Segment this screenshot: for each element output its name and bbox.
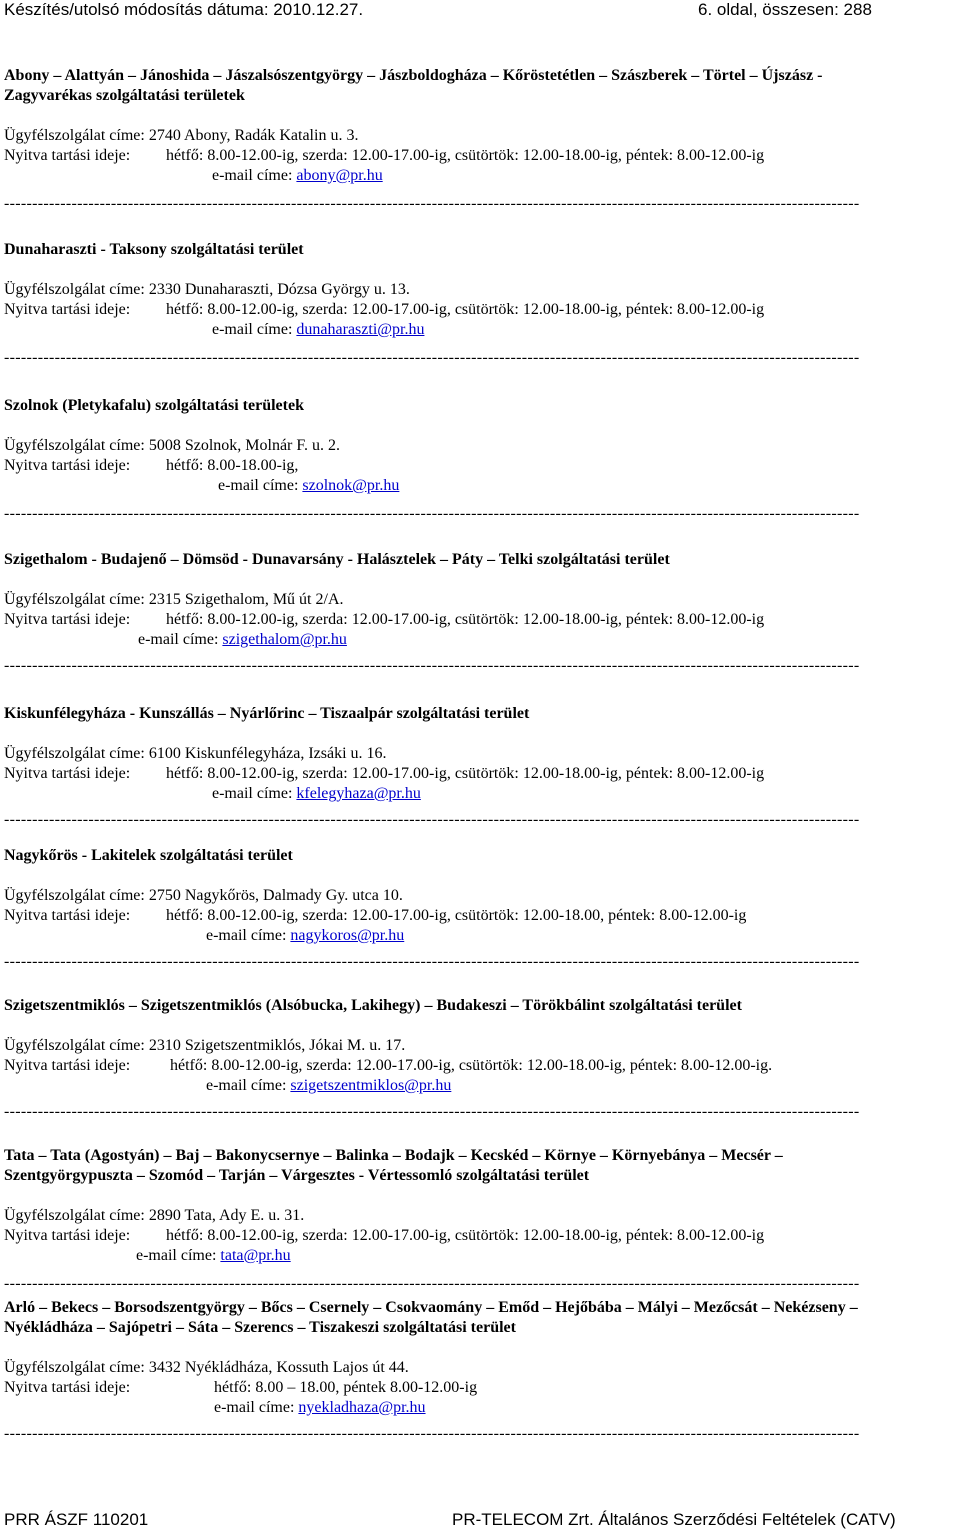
divider: -------------------------------------------------------------------------------------------------------------------------------------------------------- bbox=[4, 505, 860, 522]
email-label: e-mail címe: bbox=[214, 1399, 295, 1416]
opening-hours bbox=[4, 764, 958, 784]
section-title: Arló – Bekecs – Borsodszentgyörgy – Bőcs – Csernely – Csokvaomány – Emőd – Hejőbába – Mályi – Mezőcsát – Nekézseny – bbox=[4, 1299, 858, 1316]
divider: -------------------------------------------------------------------------------------------------------------------------------------------------------- bbox=[4, 811, 860, 828]
section-szolnok bbox=[4, 396, 958, 496]
email-row bbox=[4, 630, 958, 650]
section-title: Tata – Tata (Agostyán) – Baj – Bakonycsernye – Balinka – Bodajk – Kecskéd – Környe – Környebánya – Mecsér – bbox=[4, 1147, 783, 1164]
footer-document-title: PR-TELECOM Zrt. Általános Szerződési Feltételek (CATV) bbox=[452, 1510, 896, 1529]
hours-label: Nyitva tartási ideje: bbox=[4, 611, 131, 628]
email-row bbox=[4, 1246, 958, 1266]
email-row bbox=[4, 926, 958, 946]
email-label: e-mail címe: bbox=[206, 927, 287, 944]
divider: -------------------------------------------------------------------------------------------------------------------------------------------------------- bbox=[4, 195, 860, 212]
section-kiskunfelegyhaza bbox=[4, 704, 958, 804]
email-label: e-mail címe: bbox=[136, 1247, 217, 1264]
section-title: Abony – Alattyán – Jánoshida – Jászalsószentgyörgy – Jászboldogháza – Kőröstetétlen – Szászberek – Törtel – Újszász - bbox=[4, 67, 823, 84]
hours-label: Nyitva tartási ideje: bbox=[4, 457, 131, 474]
divider: -------------------------------------------------------------------------------------------------------------------------------------------------------- bbox=[4, 1103, 860, 1120]
service-address: Ügyfélszolgálat címe: 3432 Nyékládháza, Kossuth Lajos út 44. bbox=[4, 1359, 409, 1376]
hours-value: hétfő: 8.00-12.00-ig, szerda: 12.00-17.00-ig, csütörtök: 12.00-18.00-ig, péntek: 8.00-12.00-ig. bbox=[170, 1057, 773, 1074]
section-title-cont: Nyékládháza – Sajópetri – Sáta – Szerencs – Tiszakeszi szolgáltatási terület bbox=[4, 1319, 516, 1336]
email-row bbox=[4, 476, 958, 496]
email-link[interactable]: abony@pr.hu bbox=[296, 167, 383, 184]
section-title-cont: Szentgyörgypuszta – Szomód – Tarján – Várgesztes - Vértessomló szolgáltatási terület bbox=[4, 1167, 590, 1184]
hours-label: Nyitva tartási ideje: bbox=[4, 907, 131, 924]
hours-value: hétfő: 8.00-12.00-ig, szerda: 12.00-17.00-ig, csütörtök: 12.00-18.00-ig, péntek: 8.00-12.00-ig bbox=[166, 147, 765, 164]
section-nagykoros bbox=[4, 846, 958, 946]
email-link[interactable]: nagykoros@pr.hu bbox=[290, 927, 405, 944]
service-address: Ügyfélszolgálat címe: 2750 Nagykőrös, Dalmady Gy. utca 10. bbox=[4, 887, 403, 904]
opening-hours bbox=[4, 146, 958, 166]
footer-document-code: PRR ÁSZF 110201 bbox=[4, 1510, 149, 1529]
opening-hours bbox=[4, 1226, 958, 1246]
email-label: e-mail címe: bbox=[138, 631, 219, 648]
header-page-number: 6. oldal, összesen: 288 bbox=[698, 0, 872, 19]
hours-value: hétfő: 8.00-12.00-ig, szerda: 12.00-17.00-ig, csütörtök: 12.00-18.00-ig, péntek: 8.00-12.00-ig bbox=[166, 1227, 765, 1244]
divider: -------------------------------------------------------------------------------------------------------------------------------------------------------- bbox=[4, 1425, 860, 1442]
email-link[interactable]: tata@pr.hu bbox=[220, 1247, 291, 1264]
section-title: Nagykőrös - Lakitelek szolgáltatási terület bbox=[4, 847, 293, 864]
opening-hours bbox=[4, 300, 958, 320]
opening-hours bbox=[4, 906, 958, 926]
service-address: Ügyfélszolgálat címe: 2890 Tata, Ady E. u. 31. bbox=[4, 1207, 305, 1224]
section-title: Dunaharaszti - Taksony szolgáltatási terület bbox=[4, 241, 304, 258]
hours-value: hétfő: 8.00-18.00-ig, bbox=[166, 457, 299, 474]
opening-hours bbox=[4, 610, 958, 630]
email-label: e-mail címe: bbox=[206, 1077, 287, 1094]
section-nyekladhaza bbox=[4, 1298, 958, 1418]
hours-label: Nyitva tartási ideje: bbox=[4, 765, 131, 782]
hours-label: Nyitva tartási ideje: bbox=[4, 301, 131, 318]
section-szigethalom bbox=[4, 550, 958, 650]
email-link[interactable]: szigetszentmiklos@pr.hu bbox=[290, 1077, 452, 1094]
section-tata bbox=[4, 1146, 958, 1266]
service-address: Ügyfélszolgálat címe: 2315 Szigethalom, Mű út 2/A. bbox=[4, 591, 344, 608]
section-title: Kiskunfélegyháza - Kunszállás – Nyárlőrinc – Tiszaalpár szolgáltatási terület bbox=[4, 705, 530, 722]
email-label: e-mail címe: bbox=[212, 167, 293, 184]
section-dunaharaszti bbox=[4, 240, 958, 340]
hours-value: hétfő: 8.00-12.00-ig, szerda: 12.00-17.00-ig, csütörtök: 12.00-18.00, péntek: 8.00-12.00-ig bbox=[166, 907, 747, 924]
email-label: e-mail címe: bbox=[212, 785, 293, 802]
email-link[interactable]: dunaharaszti@pr.hu bbox=[296, 321, 425, 338]
email-label: e-mail címe: bbox=[212, 321, 293, 338]
divider: -------------------------------------------------------------------------------------------------------------------------------------------------------- bbox=[4, 1275, 860, 1292]
email-row bbox=[4, 166, 958, 186]
hours-label: Nyitva tartási ideje: bbox=[4, 147, 131, 164]
divider: -------------------------------------------------------------------------------------------------------------------------------------------------------- bbox=[4, 657, 860, 674]
hours-label: Nyitva tartási ideje: bbox=[4, 1227, 131, 1244]
service-address: Ügyfélszolgálat címe: 2310 Szigetszentmiklós, Jókai M. u. 17. bbox=[4, 1037, 406, 1054]
email-label: e-mail címe: bbox=[218, 477, 299, 494]
service-address: Ügyfélszolgálat címe: 6100 Kiskunfélegyháza, Izsáki u. 16. bbox=[4, 745, 387, 762]
section-title: Szolnok (Pletykafalu) szolgáltatási területek bbox=[4, 397, 304, 414]
email-link[interactable]: szolnok@pr.hu bbox=[302, 477, 400, 494]
email-link[interactable]: szigethalom@pr.hu bbox=[222, 631, 347, 648]
divider: -------------------------------------------------------------------------------------------------------------------------------------------------------- bbox=[4, 953, 860, 970]
email-link[interactable]: kfelegyhaza@pr.hu bbox=[296, 785, 421, 802]
service-address: Ügyfélszolgálat címe: 2740 Abony, Radák Katalin u. 3. bbox=[4, 127, 359, 144]
service-address: Ügyfélszolgálat címe: 5008 Szolnok, Molnár F. u. 2. bbox=[4, 437, 340, 454]
hours-value: hétfő: 8.00-12.00-ig, szerda: 12.00-17.00-ig, csütörtök: 12.00-18.00-ig, péntek: 8.00-12.00-ig bbox=[166, 301, 765, 318]
header-date: Készítés/utolsó módosítás dátuma: 2010.12.27. bbox=[4, 0, 364, 19]
hours-label: Nyitva tartási ideje: bbox=[4, 1057, 131, 1074]
opening-hours bbox=[4, 1378, 958, 1398]
opening-hours bbox=[4, 456, 958, 476]
hours-label: Nyitva tartási ideje: bbox=[4, 1379, 131, 1396]
hours-value: hétfő: 8.00-12.00-ig, szerda: 12.00-17.00-ig, csütörtök: 12.00-18.00-ig, péntek: 8.00-12.00-ig bbox=[166, 611, 765, 628]
divider: -------------------------------------------------------------------------------------------------------------------------------------------------------- bbox=[4, 349, 860, 366]
section-title: Szigetszentmiklós – Szigetszentmiklós (Alsóbucka, Lakihegy) – Budakeszi – Törökbálint szolgáltatási terület bbox=[4, 997, 742, 1014]
page-header bbox=[4, 0, 960, 22]
hours-value: hétfő: 8.00-12.00-ig, szerda: 12.00-17.00-ig, csütörtök: 12.00-18.00-ig, péntek: 8.00-12.00-ig bbox=[166, 765, 765, 782]
section-title-cont: Zagyvarékas szolgáltatási területek bbox=[4, 87, 245, 104]
email-row bbox=[4, 1398, 958, 1418]
hours-value: hétfő: 8.00 – 18.00, péntek 8.00-12.00-ig bbox=[214, 1379, 478, 1396]
email-link[interactable]: nyekladhaza@pr.hu bbox=[298, 1399, 426, 1416]
service-address: Ügyfélszolgálat címe: 2330 Dunaharaszti, Dózsa György u. 13. bbox=[4, 281, 410, 298]
section-szigetszentmiklos bbox=[4, 996, 958, 1096]
opening-hours bbox=[4, 1056, 958, 1076]
section-abony bbox=[4, 66, 958, 186]
email-row bbox=[4, 1076, 958, 1096]
section-title: Szigethalom - Budajenő – Dömsöd - Dunavarsány - Halásztelek – Páty – Telki szolgáltatási terület bbox=[4, 551, 670, 568]
email-row bbox=[4, 784, 958, 804]
email-row bbox=[4, 320, 958, 340]
